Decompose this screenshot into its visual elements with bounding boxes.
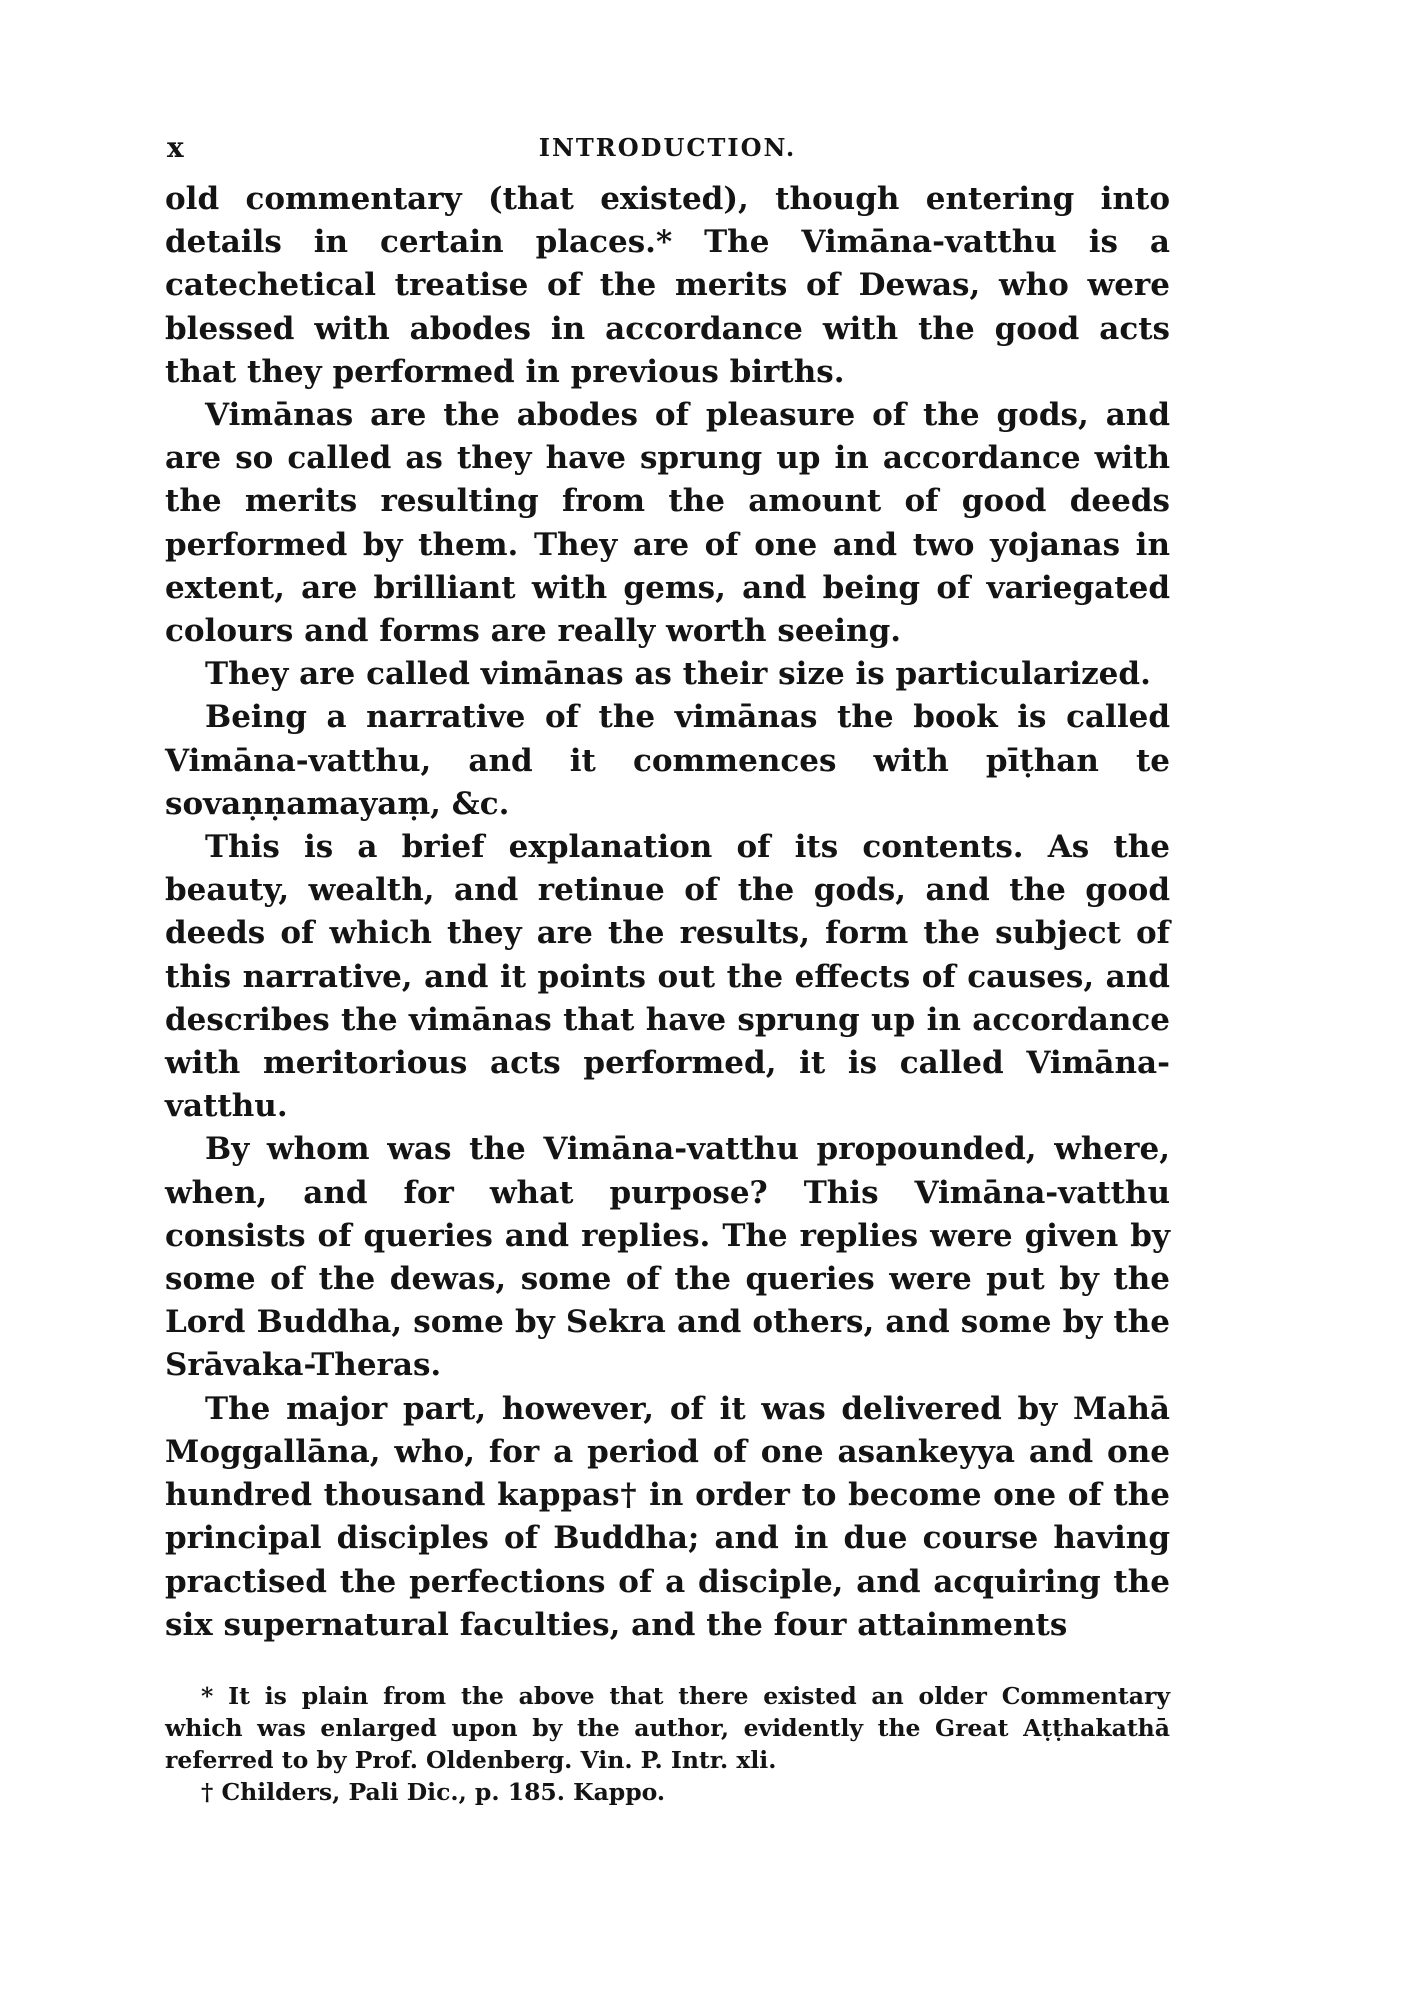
paragraph: old commentary (that existed), though entering into details in certain places.* The Vimāna-vatthu is a catechetical treatise of the merits of Dewas, who were blessed with abodes in accordance with the good acts that they performed in previous births. — [165, 181, 1170, 390]
paragraph: By whom was the Vimāna-vatthu propounded, where, when, and for what purpose? This Vimāna-vatthu consists of queries and replies. The replies were given by some of the dewas, some of the queries were put by the Lord Buddha, some by Sekra and others, and some by the Srāvaka-Theras. — [165, 1131, 1170, 1384]
paragraph: This is a brief explanation of its contents. As the beauty, wealth, and retinue of the gods, and the good deeds of which they are the results, form the subject of this narrative, and it points out the effects of causes, and describes the vimānas that have sprung up in accordance with meritorious acts performed, it is called Vimāna-vatthu. — [165, 829, 1170, 1125]
paragraph: They are called vimānas as their size is particularized. — [205, 656, 1151, 693]
book-page — [165, 128, 1170, 1806]
footnote: † Childers, Pali Dic., p. 185. Kappo. — [201, 1778, 666, 1806]
paragraph: The major part, however, of it was delivered by Mahā Moggallāna, who, for a period of one asankeyya and one hundred thousand kappas† in order to become one of the principal disciples of Buddha; and in due course having practised the perfections of a disciple, and acquiring the six supernatural faculties, and the four attainments — [165, 1390, 1170, 1643]
page-header — [165, 128, 1170, 168]
footnote: * It is plain from the above that there existed an older Commentary which was enlarged upon by the author, evidently the Great Aṭṭhakathā referred to by Prof. Oldenberg. Vin. P. Intr. xli. — [165, 1682, 1170, 1774]
paragraph: Vimānas are the abodes of pleasure of the gods, and are so called as they have sprung up in accordance with the merits resulting from the amount of good deeds performed by them. They are of one and two yojanas in extent, are brilliant with gems, and being of variegated colours and forms are really worth seeing. — [165, 397, 1170, 650]
paragraph: Being a narrative of the vimānas the book is called Vimāna-vatthu, and it commences with pīṭhan te sovaṇṇamayaṃ, &c. — [165, 699, 1170, 822]
body-text — [165, 178, 1170, 1647]
page-number: x — [167, 131, 184, 164]
running-head: INTRODUCTION. — [538, 133, 797, 162]
footnotes — [165, 1680, 1170, 1808]
